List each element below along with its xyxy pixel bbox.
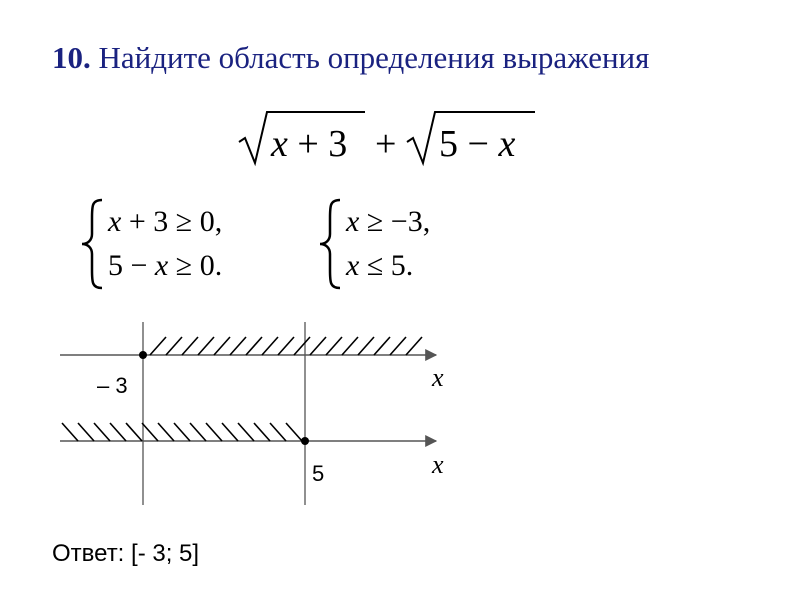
task-text: Найдите область определения выражения (98, 40, 650, 75)
upper-axis-label: x (432, 363, 444, 392)
lower-axis-label: x (432, 450, 444, 479)
point-label-minus-3: – 3 (97, 373, 128, 398)
expression-svg (235, 108, 545, 168)
left-brace-2 (316, 196, 346, 292)
system-2-line-1: x ≥ −3, (346, 205, 431, 238)
radicand-2: 5 − x (439, 123, 516, 165)
inequality-system-1 (78, 196, 308, 296)
lower-hatching (62, 423, 302, 441)
upper-hatching (150, 337, 422, 355)
point-label-5: 5 (312, 461, 325, 486)
task-title (52, 40, 649, 76)
system-1-line-2: 5 − x ≥ 0. (108, 249, 223, 282)
answer-text: Ответ: [- 3; 5] (52, 540, 200, 567)
radicand-1: x + 3 (271, 123, 348, 165)
task-number: 10. (52, 40, 91, 75)
inequality-system-2 (316, 196, 496, 296)
plus-sign: + (375, 123, 397, 165)
point-minus-3 (139, 351, 147, 359)
point-5 (301, 437, 309, 445)
system-1-line-1: x + 3 ≥ 0, (108, 205, 223, 238)
expression-formula (235, 108, 545, 168)
left-brace-1 (78, 196, 108, 292)
system-2-line-2: x ≤ 5. (346, 249, 414, 282)
